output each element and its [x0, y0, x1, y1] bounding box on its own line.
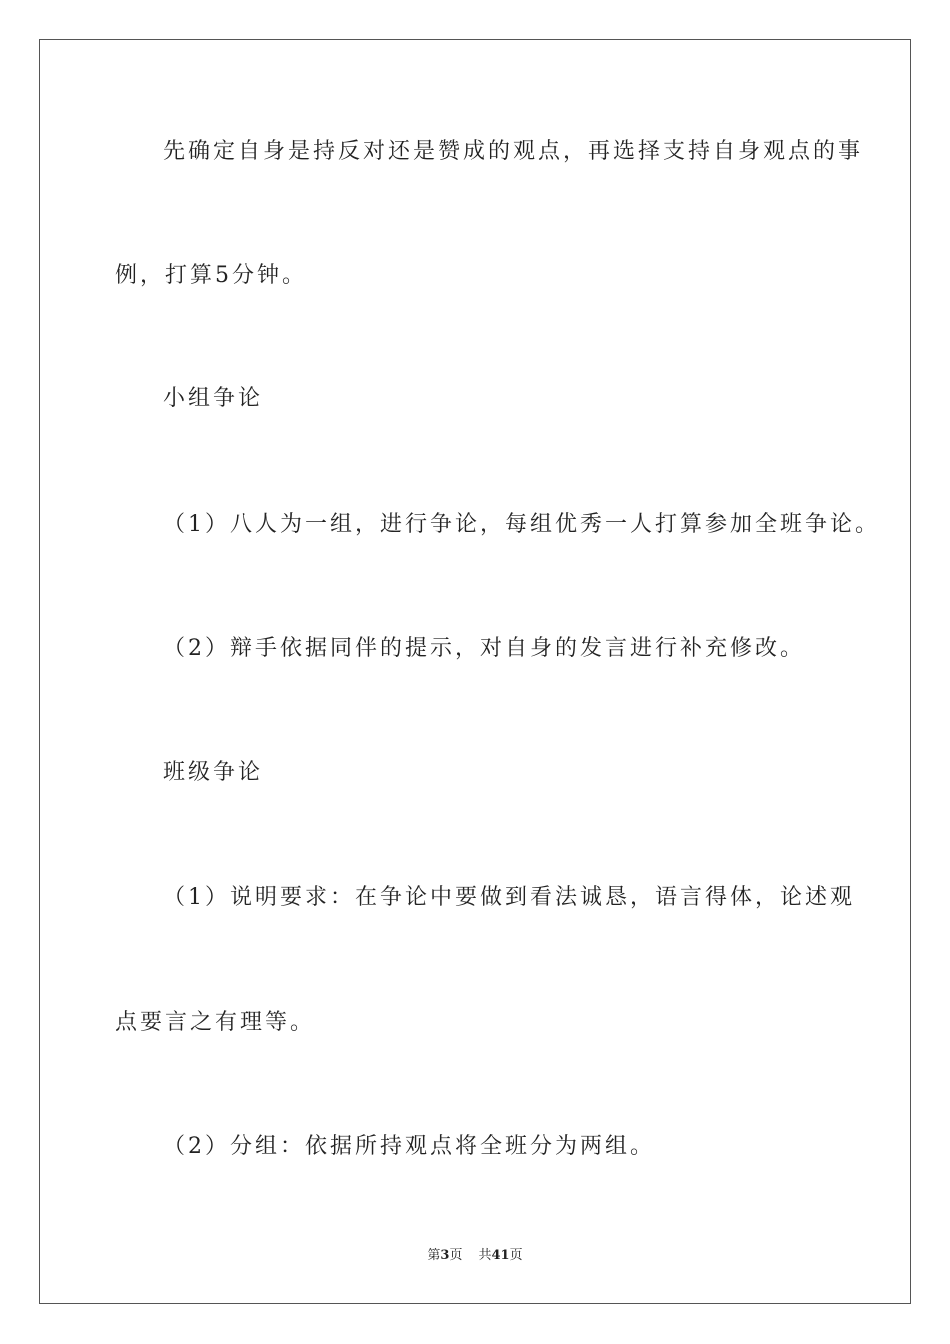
total-page-count: 41	[491, 1248, 510, 1263]
list-item: （1）说明要求：在争论中要做到看法诚恳，语言得体，论述观	[163, 885, 855, 910]
current-page-number: 3	[440, 1248, 450, 1263]
paragraph-line: 先确定自身是持反对还是赞成的观点，再选择支持自身观点的事	[163, 139, 864, 164]
section-heading-small-group: 小组争论	[163, 386, 264, 411]
list-item: （2）辩手依据同伴的提示，对自身的发言进行补充修改。	[163, 636, 805, 661]
section-heading-class: 班级争论	[163, 760, 264, 785]
list-item: （1）八人为一组，进行争论，每组优秀一人打算参加全班争论。	[163, 512, 880, 537]
footer-total-prefix: 共	[478, 1248, 492, 1263]
list-item: （2）分组：依据所持观点将全班分为两组。	[163, 1134, 655, 1159]
paragraph-line: 例，打算5分钟。	[115, 263, 307, 288]
page-border	[39, 39, 911, 1304]
list-item-continuation: 点要言之有理等。	[115, 1010, 316, 1035]
footer-page-suffix: 页	[449, 1248, 463, 1263]
footer-page-prefix: 第	[427, 1248, 441, 1263]
footer-total-suffix: 页	[509, 1248, 523, 1263]
page-footer	[0, 1247, 950, 1265]
